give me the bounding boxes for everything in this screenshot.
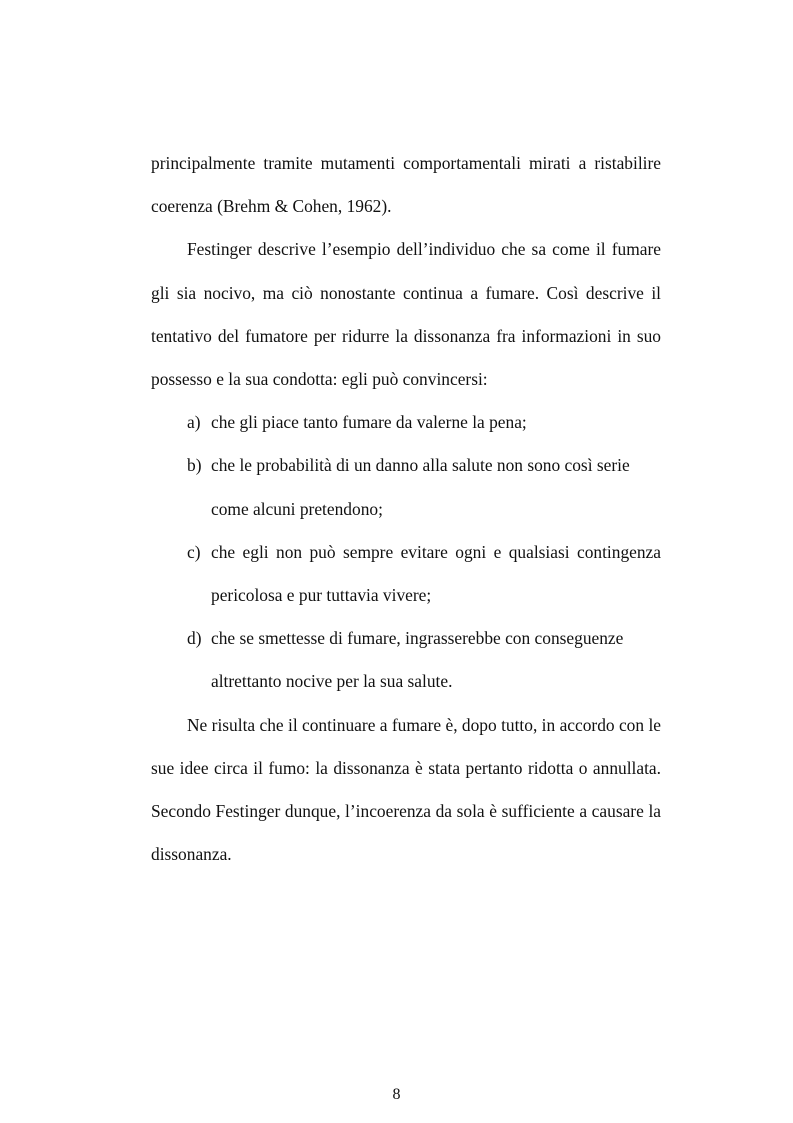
list-item — [187, 531, 661, 617]
list-item-text: che egli non può sempre evitare ogni e qualsiasi contingenza pericolosa e pur tuttavia vivere; — [211, 541, 661, 606]
body-text — [151, 142, 661, 876]
list-item-text: che gli piace tanto fumare da valerne la pena; — [211, 412, 527, 433]
list-item — [187, 401, 661, 444]
list-item-text: che le probabilità di un danno alla salute non sono così serie come alcuni pretendono; — [211, 455, 630, 519]
list-marker: a) — [187, 412, 201, 433]
list-marker: c) — [187, 541, 201, 562]
reasons-list — [151, 401, 661, 703]
page-number: 8 — [392, 1086, 401, 1103]
list-item-text: che se smettesse di fumare, ingrasserebbe con conseguenze altrettanto nocive per la sua salute. — [211, 628, 624, 692]
list-item — [187, 444, 661, 530]
continuation-paragraph: principalmente tramite mutamenti comportamentali mirati a ristabilire coerenza (Brehm & Cohen, 1962). — [151, 153, 661, 217]
festinger-paragraph: Festinger descrive l’esempio dell’individuo che sa come il fumare gli sia nocivo, ma ciò nonostante continua a fumare. Così descrive il tentativo del fumatore per ridurre la dissonanza fra informazioni in suo possesso e la sua condotta: egli può convincersi: — [151, 239, 661, 390]
list-item — [187, 617, 661, 703]
list-marker: d) — [187, 628, 202, 649]
conclusion-paragraph: Ne risulta che il continuare a fumare è, dopo tutto, in accordo con le sue idee circa il fumo: la dissonanza è stata pertanto ridotta o annullata. Secondo Festinger dunque, l’incoerenza da sola è sufficiente a causare la dissonanza. — [151, 714, 661, 865]
list-marker: b) — [187, 455, 202, 476]
